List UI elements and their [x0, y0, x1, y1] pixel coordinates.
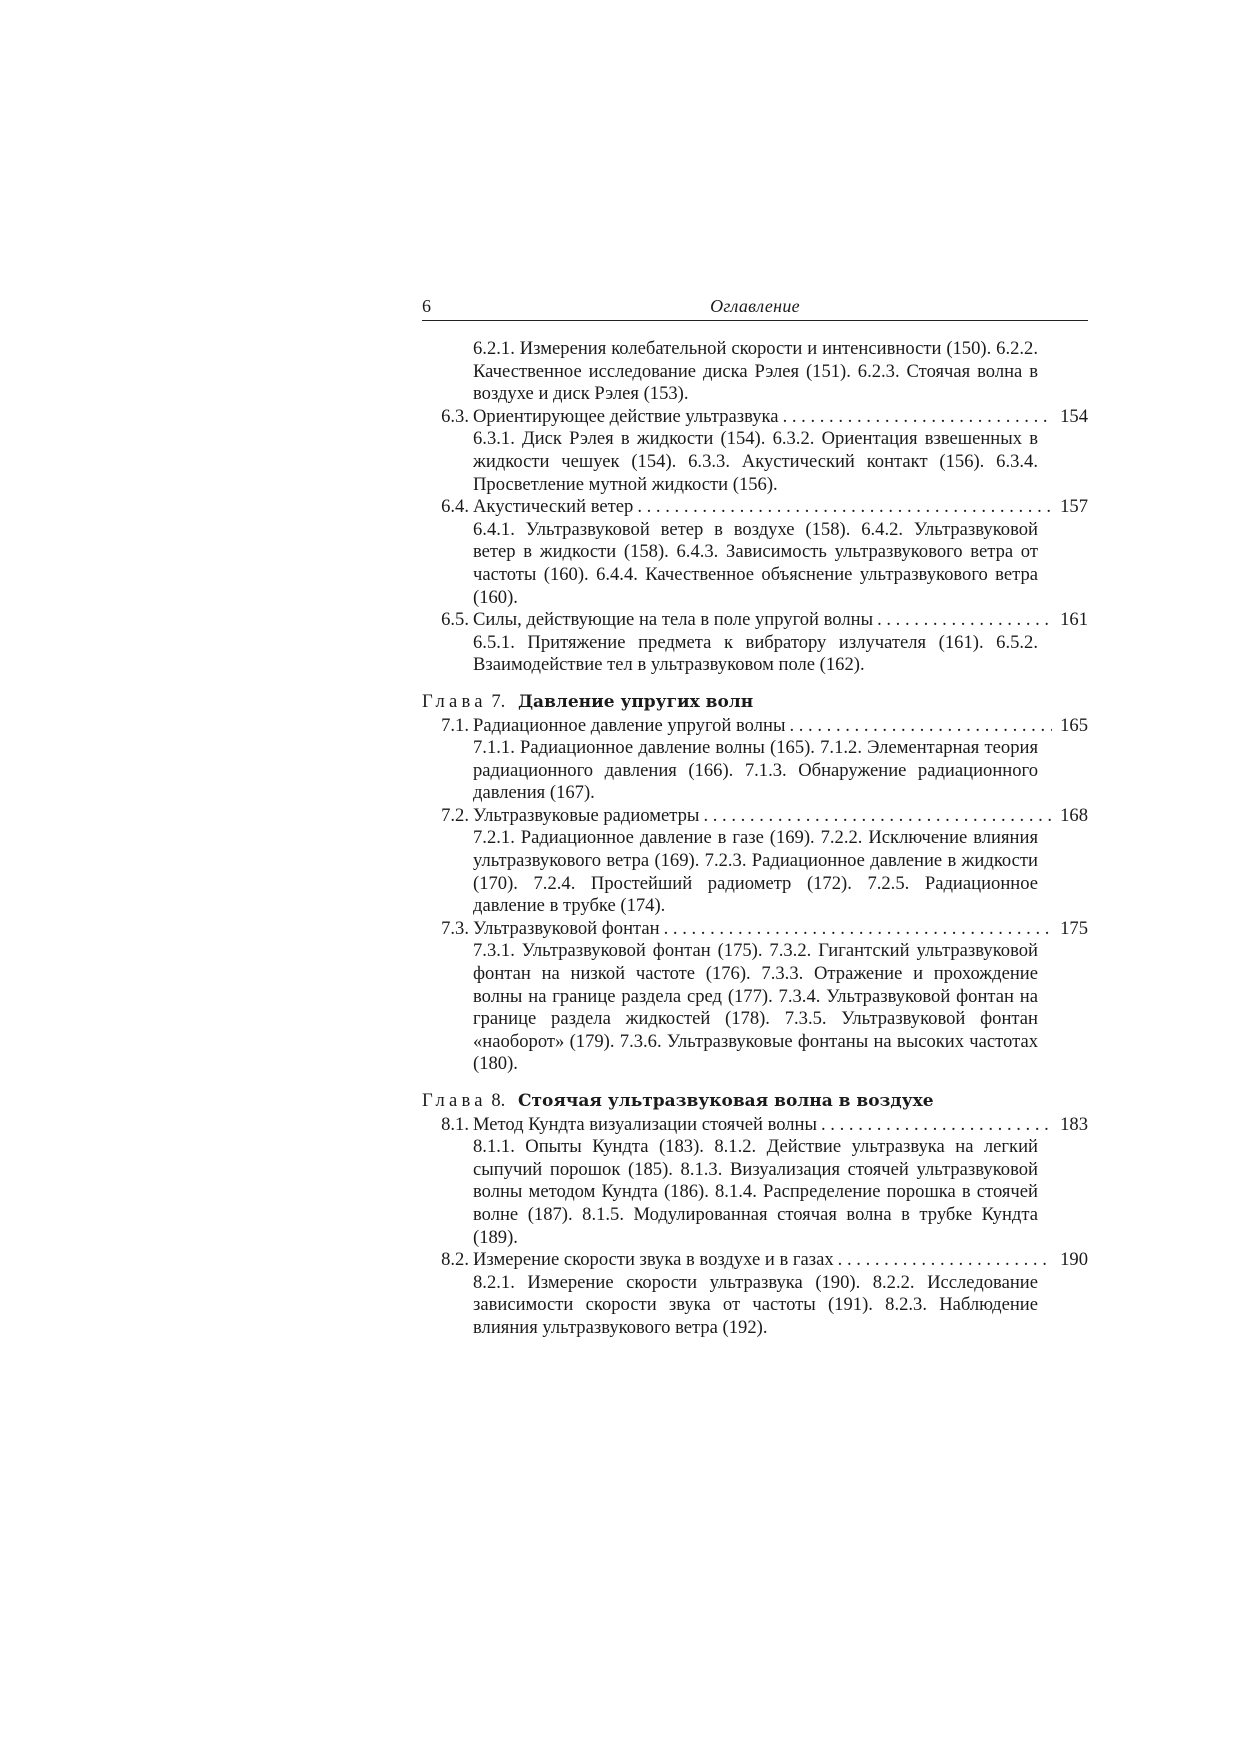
chapter-heading-8 [422, 1090, 1088, 1113]
section-number: 8.1. [441, 1113, 469, 1135]
section-subsections: 7.1.1. Радиационное давление волны (165). 7.1.2. Элементарная теория радиационного давления (166). 7.1.3. Обнаружение радиационного давления (167). [473, 737, 1038, 804]
section-page: 183 [1060, 1113, 1088, 1135]
section-page: 165 [1060, 714, 1088, 736]
section-page: 161 [1060, 609, 1088, 631]
toc-section-7-3 [422, 918, 1088, 1076]
section-title: Измерение скорости звука в воздухе и в газах [473, 1249, 834, 1271]
section-title: Ультразвуковые радиометры [473, 804, 700, 826]
toc-section-7-2 [422, 805, 1088, 918]
table-of-contents [422, 338, 1088, 1340]
toc-section-6-3 [422, 406, 1088, 496]
section-title: Силы, действующие на тела в поле упругой волны [473, 609, 874, 631]
section-title: Радиационное давление упругой волны [473, 714, 786, 736]
section-title: Метод Кундта визуализации стоячей волны [473, 1113, 817, 1135]
section-number: 7.3. [441, 917, 469, 939]
dot-leader [789, 715, 1052, 738]
section-number: 7.1. [441, 714, 469, 736]
section-page: 190 [1060, 1249, 1088, 1271]
running-head [422, 296, 1088, 321]
section-page: 168 [1060, 804, 1088, 826]
section-number: 6.5. [441, 609, 469, 631]
dot-leader [703, 805, 1052, 828]
section-title: Ультразвуковой фонтан [473, 917, 660, 939]
section-title: Ориентирующее действие ультразвука [473, 405, 779, 427]
dot-leader [838, 1249, 1052, 1272]
running-head-title: Оглавление [710, 296, 800, 316]
section-subsections: 6.5.1. Притяжение предмета к вибратору излучателя (161). 6.5.2. Взаимодействие тел в ультразвуковом поле (162). [473, 631, 1038, 676]
toc-section-8-1 [422, 1114, 1088, 1250]
section-page: 154 [1060, 405, 1088, 427]
chapter-title: Стоячая ультразвуковая волна в воздухе [517, 1091, 934, 1111]
section-number: 6.3. [441, 405, 469, 427]
toc-subsections-continued: 6.2.1. Измерения колебательной скорости и интенсивности (150). 6.2.2. Качественное исследование диска Рэлея (151). 6.2.3. Стоячая волна в воздухе и диск Рэлея (153). [473, 338, 1038, 405]
section-page: 175 [1060, 917, 1088, 939]
section-subsections: 7.3.1. Ультразвуковой фонтан (175). 7.3.2. Гигантский ультразвуковой фонтан на низкой частоте (176). 7.3.3. Отражение и прохождение волны на границе раздела сред (177). 7.3.4. Ультразвуковой фонтан на границе раздела жидкостей (178). 7.3.5. Ультразвуковой фонтан «наоборот» (179). 7.3.6. Ультразвуковые фонтаны на высоких частотах (180). [473, 940, 1038, 1075]
section-subsections: 8.1.1. Опыты Кундта (183). 8.1.2. Действие ультразвука на легкий сыпучий порошок (185). 8.1.3. Визуализация стоячей ультразвуковой волны методом Кундта (186). 8.1.4. Распределение порошка в стоячей волне (187). 8.1.5. Модулированная стоячая волна в трубке Кундта (189). [473, 1136, 1038, 1248]
chapter-title: Давление упругих волн [517, 691, 754, 712]
dot-leader [783, 406, 1052, 429]
section-number: 7.2. [441, 804, 469, 826]
chapter-heading-7 [422, 691, 1088, 714]
dot-leader [877, 609, 1052, 632]
section-subsections: 6.4.1. Ультразвуковой ветер в воздухе (158). 6.4.2. Ультразвуковой ветер в жидкости (158). 6.4.3. Зависимость ультразвукового ветра от частоты (160). 6.4.4. Качественное объяснение ультразвукового ветра (160). [473, 518, 1038, 608]
section-subsections: 6.3.1. Диск Рэлея в жидкости (154). 6.3.2. Ориентация взвешенных в жидкости чешуек (154). 6.3.3. Акустический контакт (156). 6.3.4. Просветление мутной жидкости (156). [473, 428, 1038, 495]
chapter-number: 8. [491, 1090, 506, 1111]
section-number: 6.4. [441, 496, 469, 518]
chapter-label: Глава [422, 690, 487, 712]
dot-leader [637, 496, 1052, 519]
section-subsections: 8.2.1. Измерение скорости ультразвука (190). 8.2.2. Исследование зависимости скорости звука от частоты (191). 8.2.3. Наблюдение влияния ультразвукового ветра (192). [473, 1271, 1038, 1338]
section-subsections: 7.2.1. Радиационное давление в газе (169). 7.2.2. Исключение влияния ультразвукового ветра (169). 7.2.3. Радиационное давление в жидкости (170). 7.2.4. Простейший радиометр (172). 7.2.5. Радиационное давление в трубке (174). [473, 827, 1038, 917]
section-title: Акустический ветер [473, 496, 634, 518]
page-number: 6 [422, 296, 431, 316]
toc-section-6-4 [422, 496, 1088, 609]
toc-section-7-1 [422, 715, 1088, 805]
chapter-label: Глава [422, 1090, 487, 1111]
dot-leader [664, 918, 1052, 941]
toc-section-6-5 [422, 609, 1088, 677]
toc-section-8-2 [422, 1249, 1088, 1339]
section-number: 8.2. [441, 1249, 469, 1271]
section-page: 157 [1060, 496, 1088, 518]
chapter-number: 7. [491, 690, 506, 712]
dot-leader [821, 1114, 1052, 1137]
